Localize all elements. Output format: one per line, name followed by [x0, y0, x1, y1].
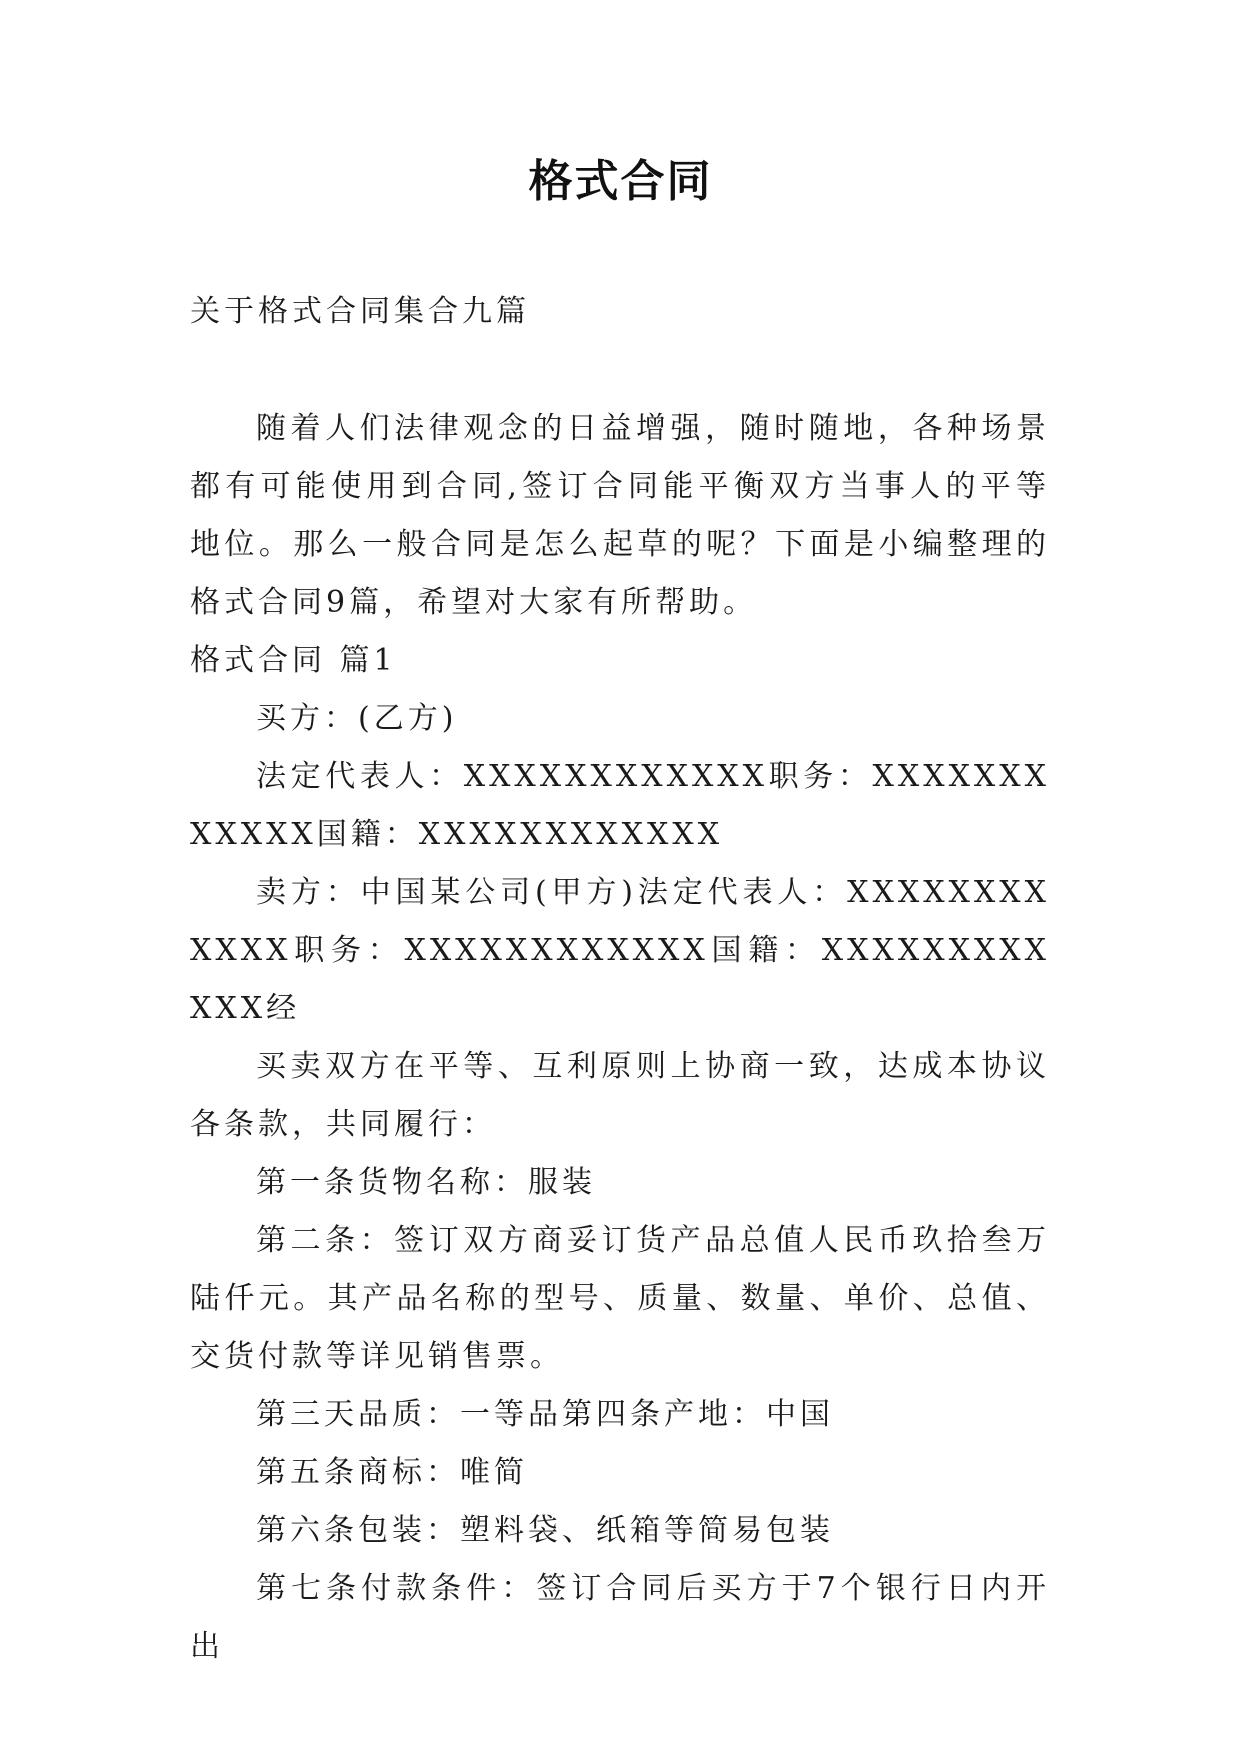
- intro-paragraph: 随着人们法律观念的日益增强，随时随地，各种场景都有可能使用到合同,签订合同能平衡双方当事人的平等地位。那么一般合同是怎么起草的呢？下面是小编整理的格式合同9篇，希望对大家有所帮助。: [190, 411, 1050, 620]
- document-title: 格式合同: [528, 156, 713, 207]
- seller-line: 卖方：中国某公司(甲方)法定代表人：XXXXXXXXXXXX职务：XXXXXXXXXXXX国籍：XXXXXXXXXXXX经: [190, 875, 1050, 1026]
- clause-1: 第一条货物名称：服装: [256, 1165, 596, 1200]
- agreement-paragraph: 买卖双方在平等、互利原则上协商一致，达成本协议各条款，共同履行：: [190, 1049, 1050, 1142]
- clause-2: 第二条：签订双方商妥订货产品总值人民币玖拾叁万陆仟元。其产品名称的型号、质量、数量、单价、总值、交货付款等详见销售票。: [190, 1223, 1050, 1374]
- document-body: [190, 400, 1050, 1676]
- clause-5: 第五条商标：唯简: [256, 1455, 528, 1490]
- buyer-line: 买方：(乙方): [256, 701, 458, 736]
- clause-3-4: 第三天品质：一等品第四条产地：中国: [256, 1397, 834, 1432]
- document-subtitle: 关于格式合同集合九篇: [190, 294, 530, 329]
- buyer-representative-line: 法定代表人：XXXXXXXXXXXX职务：XXXXXXXXXXXX国籍：XXXXXXXXXXXX: [190, 759, 1050, 852]
- clause-6: 第六条包装：塑料袋、纸箱等简易包装: [256, 1513, 834, 1548]
- section-heading: 格式合同 篇1: [190, 643, 397, 678]
- clause-7: 第七条付款条件：签订合同后买方于7个银行日内开出: [190, 1571, 1050, 1664]
